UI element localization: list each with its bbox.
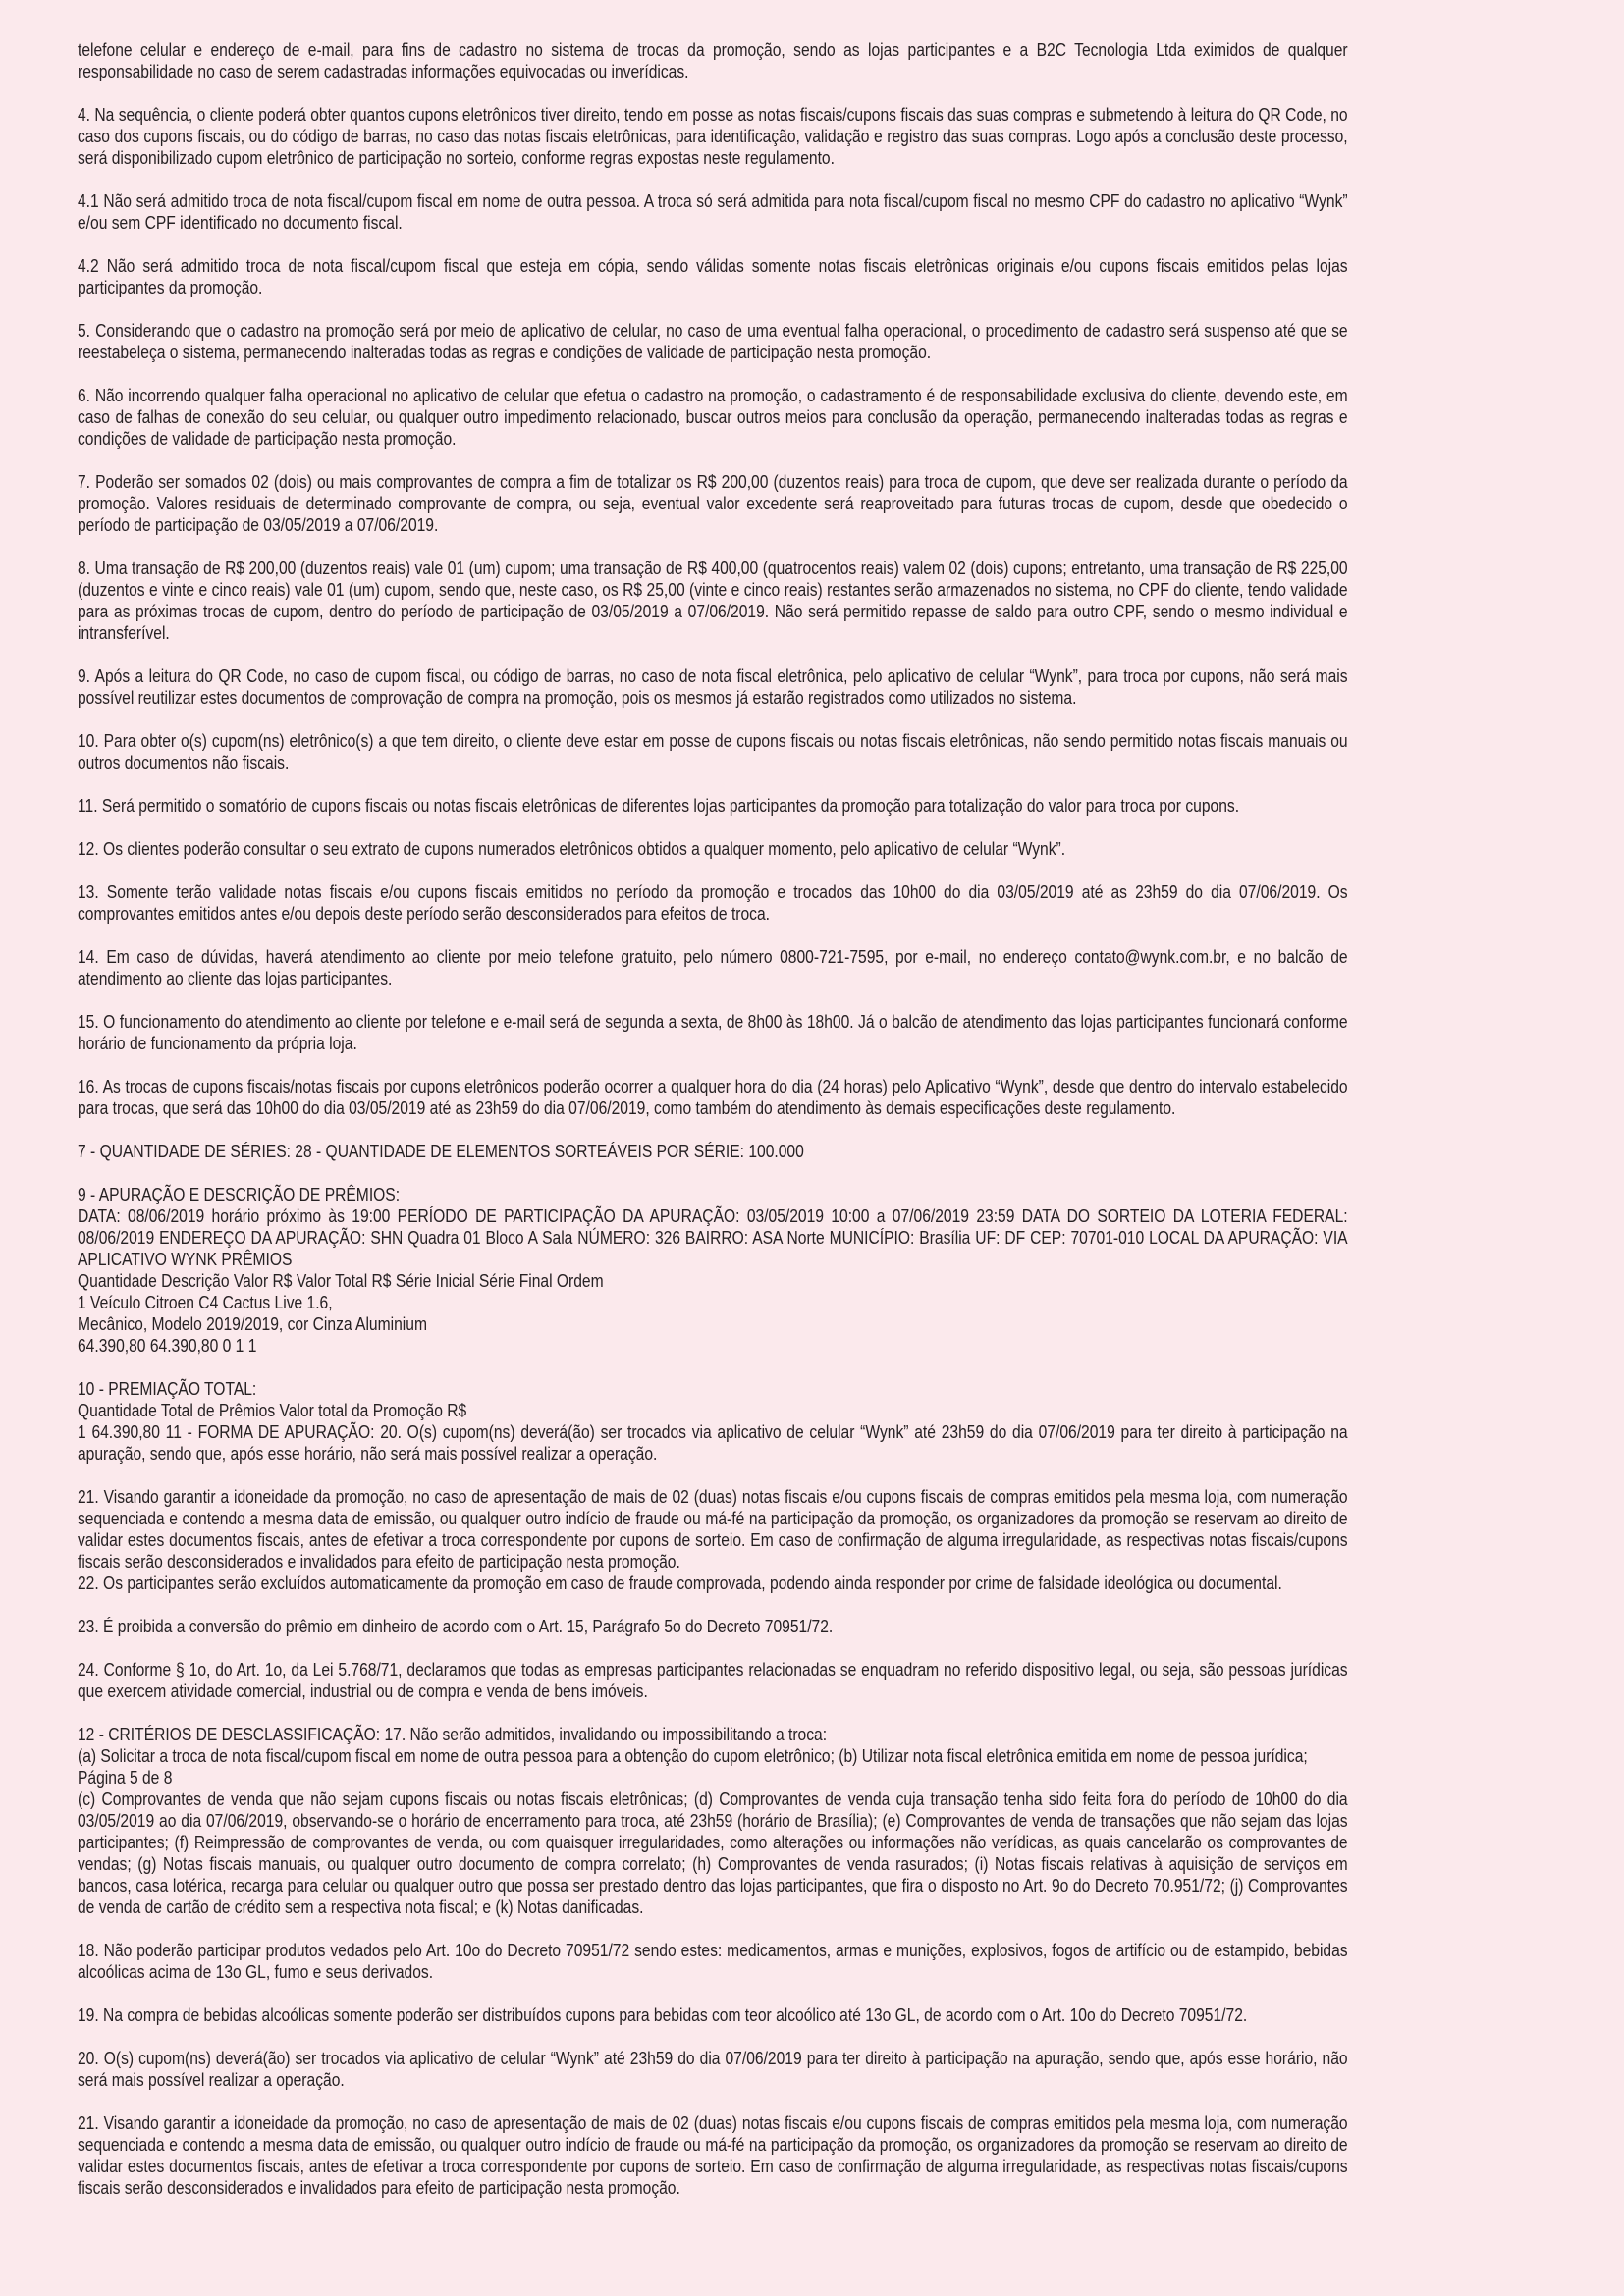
- prize-table-row-line-3: 64.390,80 64.390,80 0 1 1: [78, 1335, 257, 1356]
- paragraph-4-2: 4.2 Não será admitido troca de nota fiscal/cupom fiscal que esteja em cópia, sendo válidas somente notas fiscais eletrônicas originais e/ou cupons fiscais emitidos pelas lojas participantes da promoção.: [78, 255, 1348, 297]
- criteria-c-k: (c) Comprovantes de venda que não sejam cupons fiscais ou notas fiscais eletrônicas; (d) Comprovantes de venda cuja transação tenha sido feita fora do período de 10h00 do dia 03/05/2019 ao dia 07/06/2019, observando-se o horário de encerramento para troca, até 23h59 (horário de Brasília); (e) Comprovantes de venda de transações que não sejam das lojas participantes; (f) Reimpressão de comprovantes de venda, ou com quaisquer irregularidades, como alterações ou informações não verídicas, as quais cancelarão os comprovantes de vendas; (g) Notas fiscais manuais, ou qualquer outro documento de compra correlato; (h) Comprovantes de venda rasurados; (i) Notas fiscais relativas à aquisição de serviços em bancos, casa lotérica, recarga para celular ou qualquer outro que possa ser prestado dentro das lojas participantes, que fira o disposto no Art. 9o do Decreto 70.951/72; (j) Comprovantes de venda de cartão de crédito sem a respectiva nota fiscal; e (k) Notas danificadas.: [78, 1789, 1348, 1917]
- paragraph-21-a: 21. Visando garantir a idoneidade da promoção, no caso de apresentação de mais de 02 (duas) notas fiscais e/ou cupons fiscais de compras emitidos pela mesma loja, com numeração sequenciada e contendo a mesma data de emissão, ou qualquer outro indício de fraude ou má-fé na participação da promoção, os organizadores da promoção se reservam ao direito de validar estes documentos fiscais, antes de efetivar a troca correspondente por cupons de sorteio. Em caso de confirmação de alguma irregularidade, as respectivas notas fiscais/cupons fiscais serão desconsiderados e invalidados para efeito de participação nesta promoção.: [78, 1486, 1348, 1572]
- paragraph-21-b: 21. Visando garantir a idoneidade da promoção, no caso de apresentação de mais de 02 (duas) notas fiscais e/ou cupons fiscais de compras emitidos pela mesma loja, com numeração sequenciada e contendo a mesma data de emissão, ou qualquer outro indício de fraude ou má-fé na participação da promoção, os organizadores da promoção se reservam ao direito de validar estes documentos fiscais, antes de efetivar a troca correspondente por cupons de sorteio. Em caso de confirmação de alguma irregularidade, as respectivas notas fiscais/cupons fiscais serão desconsiderados e invalidados para efeito de participação nesta promoção.: [78, 2112, 1348, 2198]
- prize-table-row-line-2: Mecânico, Modelo 2019/2019, cor Cinza Aluminium: [78, 1313, 427, 1334]
- paragraph-intro: telefone celular e endereço de e-mail, para fins de cadastro no sistema de trocas da promoção, sendo as lojas participantes e a B2C Tecnologia Ltda eximidos de qualquer responsabilidade no caso de serem cadastradas informações equivocadas ou inverídicas.: [78, 39, 1348, 81]
- paragraph-9: 9. Após a leitura do QR Code, no caso de cupom fiscal, ou código de barras, no caso de nota fiscal eletrônica, pelo aplicativo de celular “Wynk”, para troca por cupons, não será mais possível reutilizar estes documentos de comprovação de compra na promoção, pois os mesmos já estarão registrados como utilizados no sistema.: [78, 666, 1348, 708]
- paragraph-11: 11. Será permitido o somatório de cupons fiscais ou notas fiscais eletrônicas de diferentes lojas participantes da promoção para totalização do valor para troca por cupons.: [78, 795, 1240, 816]
- total-prize-table-header: Quantidade Total de Prêmios Valor total da Promoção R$: [78, 1400, 467, 1420]
- paragraph-22: 22. Os participantes serão excluídos automaticamente da promoção em caso de fraude comprovada, podendo ainda responder por crime de falsidade ideológica ou documental.: [78, 1573, 1282, 1593]
- paragraph-20: 20. O(s) cupom(ns) deverá(ão) ser trocados via aplicativo de celular “Wynk” até 23h59 do dia 07/06/2019 para ter direito à participação na apuração, sendo que, após esse horário, não será mais possível realizar a operação.: [78, 2048, 1348, 2090]
- paragraph-13: 13. Somente terão validade notas fiscais e/ou cupons fiscais emitidos no período da promoção e trocados das 10h00 do dia 03/05/2019 até as 23h59 do dia 07/06/2019. Os comprovantes emitidos antes e/ou depois deste período serão desconsiderados para efeitos de troca.: [78, 881, 1348, 924]
- paragraph-8: 8. Uma transação de R$ 200,00 (duzentos reais) vale 01 (um) cupom; uma transação de R$ 400,00 (quatrocentos reais) valem 02 (dois) cupons; entretanto, uma transação de R$ 225,00 (duzentos e vinte e cinco reais) vale 01 (um) cupom, sendo que, neste caso, os R$ 25,00 (vinte e cinco reais) restantes serão armazenados no sistema, no CPF do cliente, tendo validade para as próximas trocas de cupom, dentro do período de participação de 03/05/2019 a 07/06/2019. Não será permitido repasse de saldo para outro CPF, sendo o mesmo individual e intransferível.: [78, 558, 1348, 643]
- section-12-heading: 12 - CRITÉRIOS DE DESCLASSIFICAÇÃO: 17. Não serão admitidos, invalidando ou impossibilitando a troca:: [78, 1724, 828, 1744]
- page-marker: Página 5 de 8: [78, 1767, 173, 1788]
- paragraph-5: 5. Considerando que o cadastro na promoção será por meio de aplicativo de celular, no caso de uma eventual falha operacional, o procedimento de cadastro será suspenso até que se reestabeleça o sistema, permanecendo inalteradas todas as regras e condições de validade de participação nesta promoção.: [78, 320, 1348, 362]
- paragraph-6: 6. Não incorrendo qualquer falha operacional no aplicativo de celular que efetua o cadastro na promoção, o cadastramento é de responsabilidade exclusiva do cliente, devendo este, em caso de falhas de conexão do seu celular, ou qualquer outro impedimento relacionado, buscar outros meios para conclusão da operação, permanecendo inalteradas todas as regras e condições de validade de participação nesta promoção.: [78, 385, 1348, 449]
- section-7-quantities: 7 - QUANTIDADE DE SÉRIES: 28 - QUANTIDADE DE ELEMENTOS SORTEÁVEIS POR SÉRIE: 100.000: [78, 1141, 804, 1161]
- paragraph-10: 10. Para obter o(s) cupom(ns) eletrônico(s) a que tem direito, o cliente deve estar em posse de cupons fiscais ou notas fiscais eletrônicas, não sendo permitido notas fiscais manuais ou outros documentos não fiscais.: [78, 730, 1348, 773]
- prize-table-row-line-1: 1 Veículo Citroen C4 Cactus Live 1.6,: [78, 1292, 333, 1312]
- prize-table-header: Quantidade Descrição Valor R$ Valor Total R$ Série Inicial Série Final Ordem: [78, 1270, 604, 1291]
- paragraph-14: 14. Em caso de dúvidas, haverá atendimento ao cliente por meio telefone gratuito, pelo número 0800-721-7595, por e-mail, no endereço contato@wynk.com.br, e no balcão de atendimento ao cliente das lojas participantes.: [78, 946, 1348, 988]
- section-9: [78, 1184, 1348, 1357]
- paragraph-16: 16. As trocas de cupons fiscais/notas fiscais por cupons eletrônicos poderão ocorrer a qualquer hora do dia (24 horas) pelo Aplicativo “Wynk”, desde que dentro do intervalo estabelecido para trocas, que será das 10h00 do dia 03/05/2019 até as 23h59 do dia 07/06/2019, como também do atendimento às demais especificações deste regulamento.: [78, 1076, 1348, 1118]
- section-10: [78, 1378, 1348, 1465]
- paragraph-19: 19. Na compra de bebidas alcoólicas somente poderão ser distribuídos cupons para bebidas com teor alcoólico até 13o GL, de acordo com o Art. 10o do Decreto 70951/72.: [78, 2004, 1248, 2025]
- section-9-details: DATA: 08/06/2019 horário próximo às 19:00 PERÍODO DE PARTICIPAÇÃO DA APURAÇÃO: 03/05/2019 10:00 a 07/06/2019 23:59 DATA DO SORTEIO DA LOTERIA FEDERAL: 08/06/2019 ENDEREÇO DA APURAÇÃO: SHN Quadra 01 Bloco A Sala NÚMERO: 326 BAIRRO: ASA Norte MUNICÍPIO: Brasília UF: DF CEP: 70701-010 LOCAL DA APURAÇÃO: VIA APLICATIVO WYNK PRÊMIOS: [78, 1205, 1348, 1269]
- section-12: [78, 1724, 1348, 1918]
- paragraph-18: 18. Não poderão participar produtos vedados pelo Art. 10o do Decreto 70951/72 sendo estes: medicamentos, armas e munições, explosivos, fogos de artifício ou de estampido, bebidas alcoólicas acima de 13o GL, fumo e seus derivados.: [78, 1940, 1348, 1982]
- paragraph-24: 24. Conforme § 1o, do Art. 1o, da Lei 5.768/71, declaramos que todas as empresas participantes relacionadas se enquadram no referido dispositivo legal, ou seja, são pessoas jurídicas que exercem atividade comercial, industrial ou de compra e venda de bens imóveis.: [78, 1659, 1348, 1701]
- criteria-a-b: (a) Solicitar a troca de nota fiscal/cupom fiscal em nome de outra pessoa para a obtenção do cupom eletrônico; (b) Utilizar nota fiscal eletrônica emitida em nome de pessoa jurídica;: [78, 1745, 1308, 1766]
- document-body: [78, 39, 1348, 2220]
- paragraph-7: 7. Poderão ser somados 02 (dois) ou mais comprovantes de compra a fim de totalizar os R$ 200,00 (duzentos reais) para troca de cupom, que deve ser realizada durante o período da promoção. Valores residuais de determinado comprovante de compra, ou seja, eventual valor excedente será reaproveitado para futuras trocas de cupom, desde que obedecido o período de participação de 03/05/2019 a 07/06/2019.: [78, 471, 1348, 535]
- paragraph-23: 23. É proibida a conversão do prêmio em dinheiro de acordo com o Art. 15, Parágrafo 5o do Decreto 70951/72.: [78, 1616, 834, 1636]
- paragraph-4: 4. Na sequência, o cliente poderá obter quantos cupons eletrônicos tiver direito, tendo em posse as notas fiscais/cupons fiscais das suas compras e submetendo à leitura do QR Code, no caso dos cupons fiscais, ou do código de barras, no caso das notas fiscais eletrônicas, para identificação, validação e registro das suas compras. Logo após a conclusão deste processo, será disponibilizado cupom eletrônico de participação no sorteio, conforme regras expostas neste regulamento.: [78, 104, 1348, 168]
- section-9-heading: 9 - APURAÇÃO E DESCRIÇÃO DE PRÊMIOS:: [78, 1184, 401, 1204]
- paragraph-15: 15. O funcionamento do atendimento ao cliente por telefone e e-mail será de segunda a sexta, de 8h00 às 18h00. Já o balcão de atendimento das lojas participantes funcionará conforme horário de funcionamento da própria loja.: [78, 1011, 1348, 1053]
- section-10-text: 1 64.390,80 11 - FORMA DE APURAÇÃO: 20. O(s) cupom(ns) deverá(ão) ser trocados via aplicativo de celular “Wynk” até 23h59 do dia 07/06/2019 para ter direito à participação na apuração, sendo que, após esse horário, não será mais possível realizar a operação.: [78, 1421, 1348, 1464]
- paragraph-12: 12. Os clientes poderão consultar o seu extrato de cupons numerados eletrônicos obtidos a qualquer momento, pelo aplicativo de celular “Wynk”.: [78, 838, 1066, 859]
- paragraph-4-1: 4.1 Não será admitido troca de nota fiscal/cupom fiscal em nome de outra pessoa. A troca só será admitida para nota fiscal/cupom fiscal no mesmo CPF do cadastro no aplicativo “Wynk” e/ou sem CPF identificado no documento fiscal.: [78, 190, 1348, 233]
- section-10-heading: 10 - PREMIAÇÃO TOTAL:: [78, 1378, 257, 1399]
